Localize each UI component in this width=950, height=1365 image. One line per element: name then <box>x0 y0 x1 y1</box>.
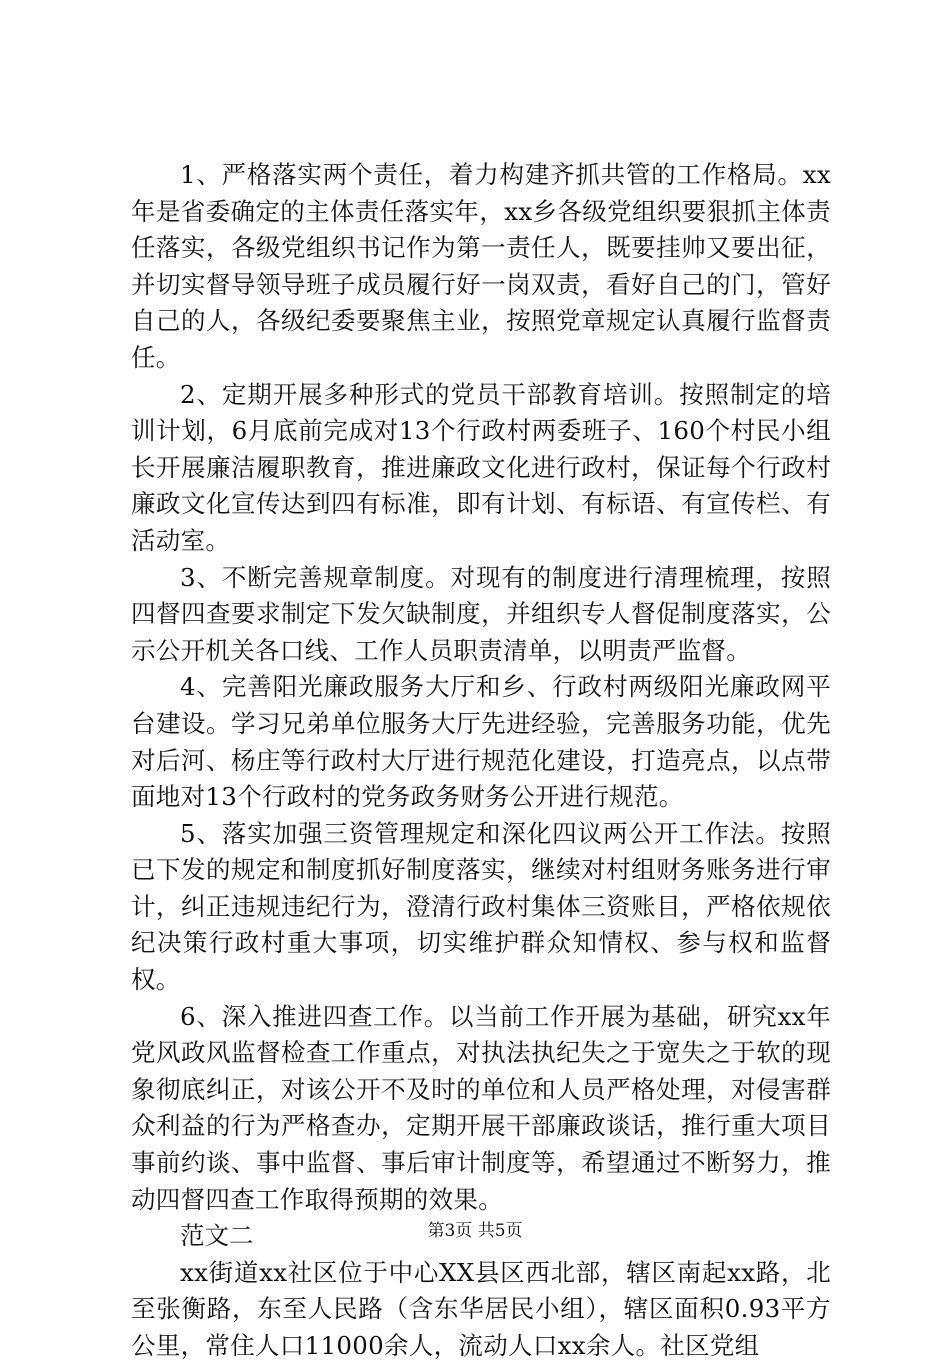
section-title: 范文二 <box>180 1221 254 1251</box>
paragraph-service-hall: 4、完善阳光廉政服务大厅和乡、行政村两级阳光廉政网平台建设。学习兄弟单位服务大厅先进经验，完善服务功能，优先对后河、杨庄等行政村大厅进行规范化建设，打造亮点，以点带面地对13个行政村的党务政务财务公开进行规范。 <box>131 672 831 812</box>
paragraph-three-assets: 5、落实加强三资管理规定和深化四议两公开工作法。按照已下发的规定和制度抓好制度落实，继续对村组财务账务进行审计，纠正违规违纪行为，澄清行政村集体三资账目，严格依规依纪决策行政村重大事项，切实维护群众知情权、参与权和监督权。 <box>131 818 831 995</box>
paragraph-four-checks: 6、深入推进四查工作。以当前工作开展为基础，研究xx年党风政风监督检查工作重点，对执法执纪失之于宽失之于软的现象彻底纠正，对该公开不及时的单位和人员严格处理，对侵害群众利益的行为严格查办，定期开展干部廉政谈话，推行重大项目事前约谈、事中监督、事后审计制度等，希望通过不断努力，推动四督四查工作取得预期的效果。 <box>131 1001 831 1214</box>
paragraph-community-intro: xx街道xx社区位于中心XX县区西北部，辖区南起xx路，北至张衡路，东至人民路（含东华居民小组），辖区面积0.93平方公里，常住人口11000余人，流动人口xx余人。社区党组 <box>131 1257 831 1360</box>
page-number-footer: 第3页 共5页 <box>427 1221 523 1241</box>
paragraph-responsibility: 1、严格落实两个责任，着力构建齐抓共管的工作格局。xx年是省委确定的主体责任落实年，xx乡各级党组织要狠抓主体责任落实，各级党组织书记作为第一责任人，既要挂帅又要出征，并切实督导领导班子成员履行好一岗双责，看好自己的门，管好自己的人，各级纪委要聚焦主业，按照党章规定认真履行监督责任。 <box>131 160 831 372</box>
paragraph-regulations: 3、不断完善规章制度。对现有的制度进行清理梳理，按照四督四查要求制定下发欠缺制度，并组织专人督促制度落实，公示公开机关各口线、工作人员职责清单，以明责严监督。 <box>131 562 831 665</box>
document-body <box>131 157 831 1365</box>
paragraph-training: 2、定期开展多种形式的党员干部教育培训。按照制定的培训计划，6月底前完成对13个行政村两委班子、160个村民小组长开展廉洁履职教育，推进廉政文化进行政村，保证每个行政村廉政文化宣传达到四有标准，即有计划、有标语、有宣传栏、有活动室。 <box>131 379 831 555</box>
